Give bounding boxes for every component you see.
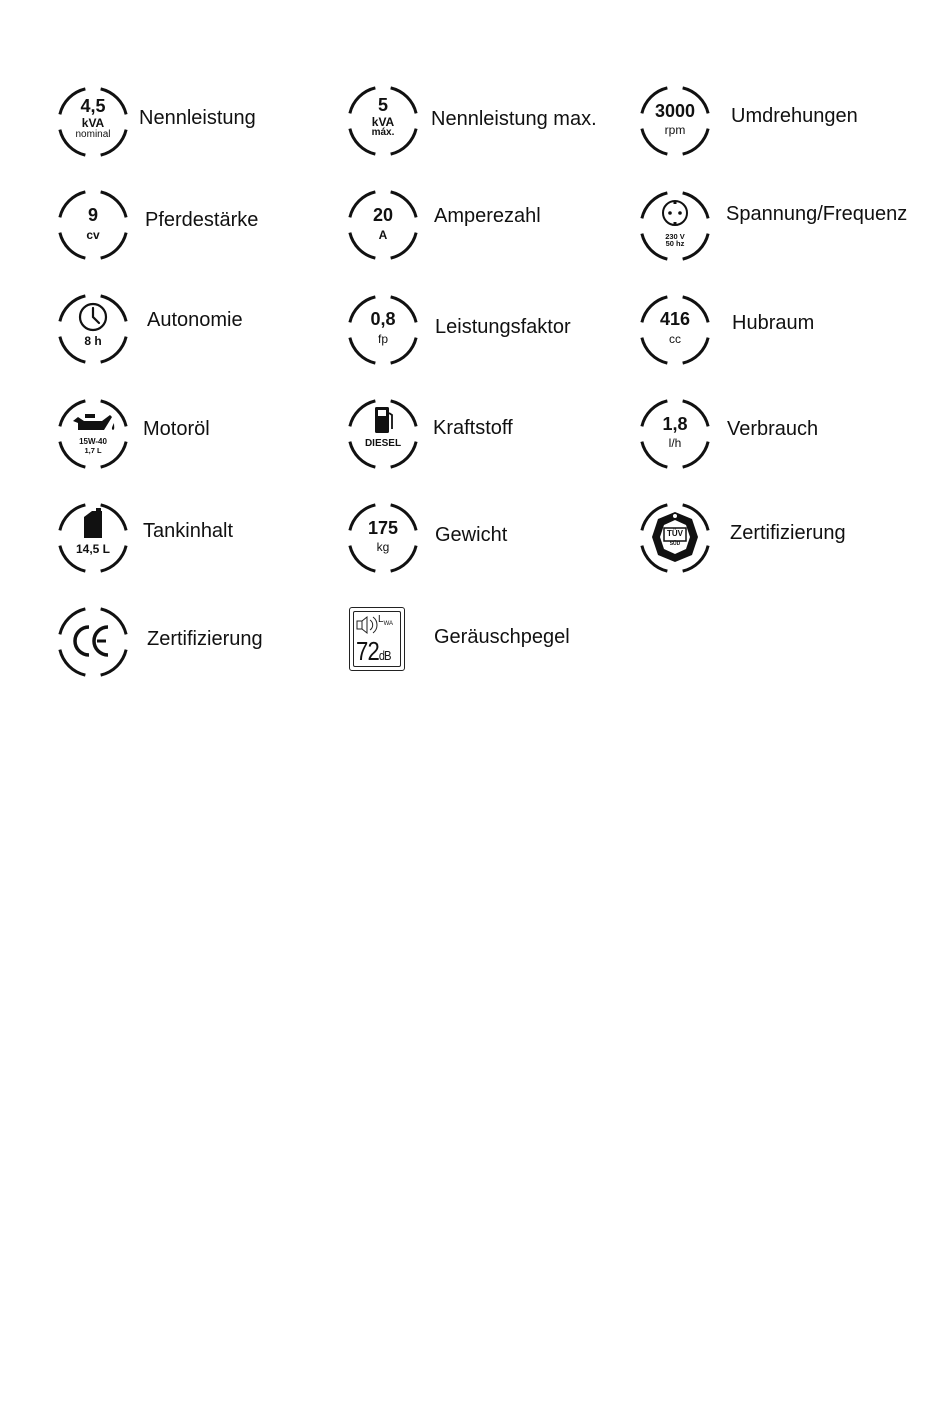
badge-ring: [638, 397, 712, 471]
spec-label: Tankinhalt: [143, 520, 234, 542]
displacement-icon: 416 cc: [638, 293, 712, 367]
spec-label: Gewicht: [435, 524, 508, 546]
spec-label: Leistungsfaktor: [435, 316, 571, 338]
badge-ring: [56, 501, 130, 575]
ring-segment: [391, 401, 416, 426]
consumption-icon: 1,8 l/h: [638, 397, 712, 471]
spec-label: Motoröl: [143, 418, 210, 440]
rpm-icon: 3000 rpm: [638, 84, 712, 158]
socket-icon: 230 V 50 hz: [638, 189, 712, 263]
spec-label: Hubraum: [732, 312, 815, 334]
spec-label: Kraftstoff: [433, 417, 513, 439]
spec-label: Verbrauch: [727, 418, 819, 440]
ring-segment: [350, 401, 375, 426]
horsepower-icon: 9 cv: [56, 188, 130, 262]
spec-label: Zertifizierung: [730, 522, 846, 544]
ce-mark-icon: [56, 605, 130, 679]
badge-ring: [56, 292, 130, 366]
spec-label: Umdrehungen: [731, 105, 858, 127]
spec-label: Spannung/Frequenz: [726, 203, 908, 225]
max-power-icon: 5 kVA máx.: [346, 84, 420, 158]
badge-ring: [56, 605, 130, 679]
badge-ring: [56, 188, 130, 262]
spec-label: Pferdestärke: [145, 209, 259, 231]
power-factor-icon: 0,8 fp: [346, 293, 420, 367]
spec-label: Nennleistung: [139, 107, 256, 129]
ring-segment: [101, 296, 126, 321]
badge-ring: [638, 501, 712, 575]
ring-segment: [60, 296, 85, 321]
badge-ring: [346, 188, 420, 262]
ring-segment: [101, 505, 126, 530]
tuv-seal-icon: TÜV SÜD: [638, 501, 712, 575]
badge-ring: [638, 84, 712, 158]
spec-label: Autonomie: [147, 309, 243, 331]
spec-label: Nennleistung max.: [431, 108, 597, 130]
badge-ring: [346, 397, 420, 471]
spec-label: Zertifizierung: [147, 628, 263, 650]
weight-icon: 175 kg: [346, 501, 420, 575]
badge-ring: [638, 293, 712, 367]
sound-level-icon: $L_{WA}$ 72dB: [349, 607, 405, 671]
oil-can-icon: 15W-40 1,7 L: [56, 397, 130, 471]
fuel-pump-icon: DIESEL: [346, 397, 420, 471]
jerrycan-icon: 14,5 L: [56, 501, 130, 575]
spec-icon-grid: [18, 70, 934, 712]
badge-ring: [56, 397, 130, 471]
power-rating-icon: 4,5 kVA nominal: [56, 85, 130, 159]
spec-label: Amperezahl: [434, 205, 541, 227]
badge-ring: [346, 501, 420, 575]
badge-ring: [346, 293, 420, 367]
clock-icon: 8 h: [56, 292, 130, 366]
ring-segment: [101, 609, 126, 634]
spec-label: Geräuschpegel: [434, 626, 570, 648]
ring-segment: [60, 505, 85, 530]
amperage-icon: 20 A: [346, 188, 420, 262]
badge-ring: [638, 189, 712, 263]
